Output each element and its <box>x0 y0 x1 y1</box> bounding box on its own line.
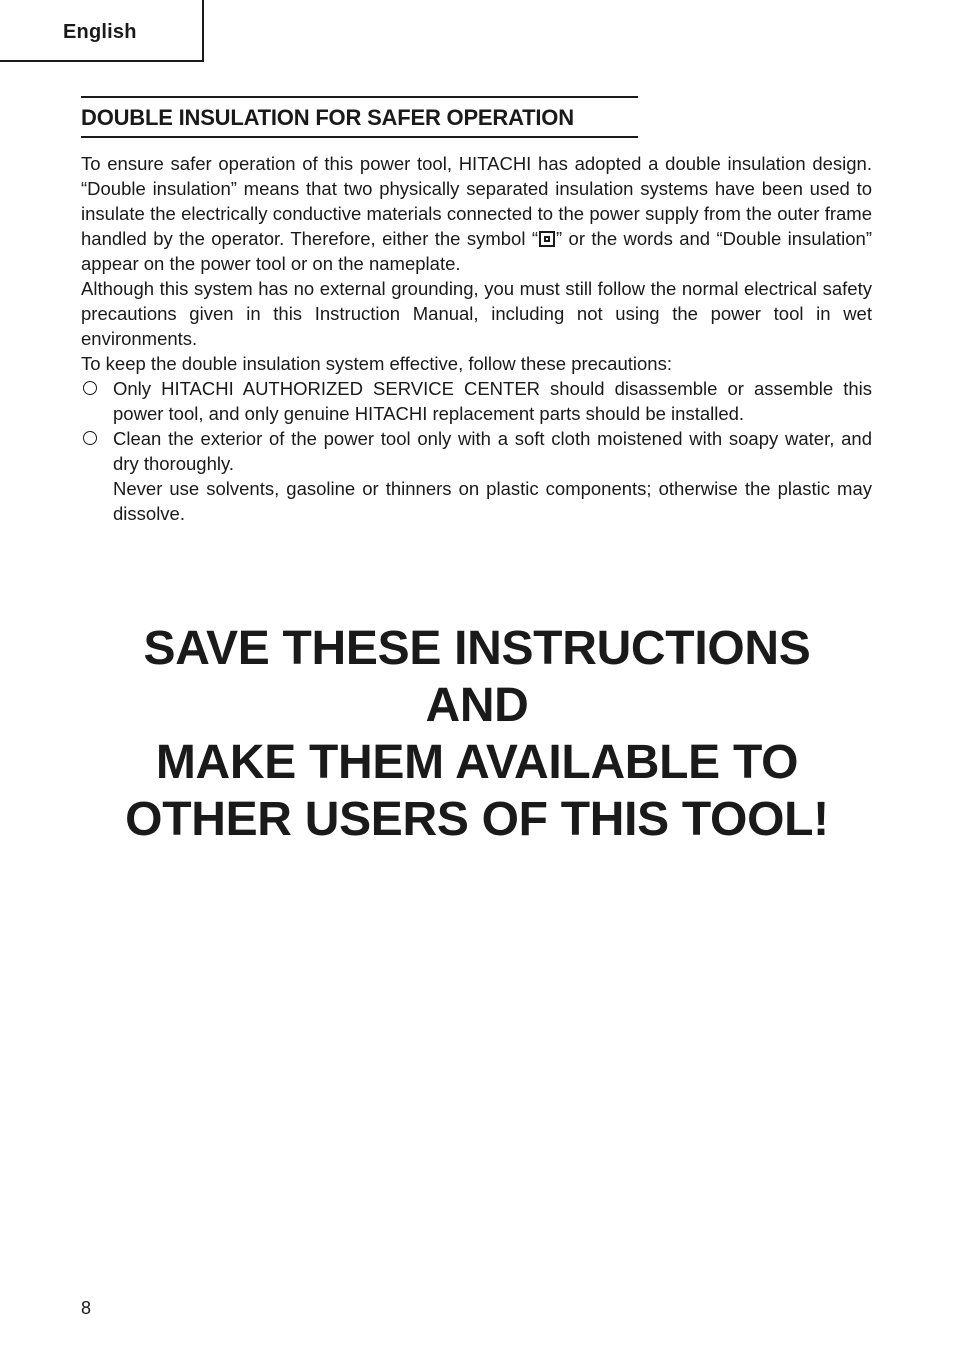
save-instructions-notice <box>0 620 954 848</box>
double-insulation-section <box>81 96 872 526</box>
section-title: DOUBLE INSULATION FOR SAFER OPERATION <box>81 96 638 138</box>
bullet-text: Clean the exterior of the power tool only with a soft cloth moistened with soapy water, and dry thoroughly. <box>113 428 872 474</box>
paragraph-1 <box>81 151 872 276</box>
circle-bullet-icon <box>81 426 113 526</box>
bullet-text: Only HITACHI AUTHORIZED SERVICE CENTER should disassemble or assemble this power tool, and only genuine HITACHI replacement parts should be installed. <box>113 378 872 424</box>
double-insulation-symbol-icon <box>539 231 555 247</box>
section-body <box>81 151 872 526</box>
paragraph-1-text-a: To ensure safer operation of this power tool, HITACHI has adopted a double insulation design. “Double insulation” means that two physically separated insulation systems have been used to insulate the electrically conductive materials connected to the power supply from the outer frame handled by the operator. Therefore, either the symbol “ <box>81 153 872 249</box>
list-item <box>81 376 872 426</box>
notice-line: SAVE THESE INSTRUCTIONS <box>143 622 811 675</box>
language-label: English <box>63 21 137 43</box>
notice-line: OTHER USERS OF THIS TOOL! <box>125 793 829 846</box>
paragraph-1-text-b: ” or the words and “Double insulation” appear on the power tool or on the nameplate. <box>81 228 872 274</box>
language-tab <box>0 0 204 62</box>
page-number: 8 <box>81 1298 92 1318</box>
notice-line: MAKE THEM AVAILABLE TO <box>155 736 799 789</box>
paragraph-3: To keep the double insulation system effective, follow these precautions: <box>81 353 672 374</box>
circle-bullet-icon <box>81 376 113 426</box>
bullet-text-continued: Never use solvents, gasoline or thinners on plastic components; otherwise the plastic may dissolve. <box>113 478 872 524</box>
notice-line: AND <box>425 679 529 732</box>
paragraph-2: Although this system has no external grounding, you must still follow the normal electrical safety precautions given in this Instruction Manual, including not using the power tool in wet environments. <box>81 278 872 349</box>
list-item <box>81 426 872 526</box>
